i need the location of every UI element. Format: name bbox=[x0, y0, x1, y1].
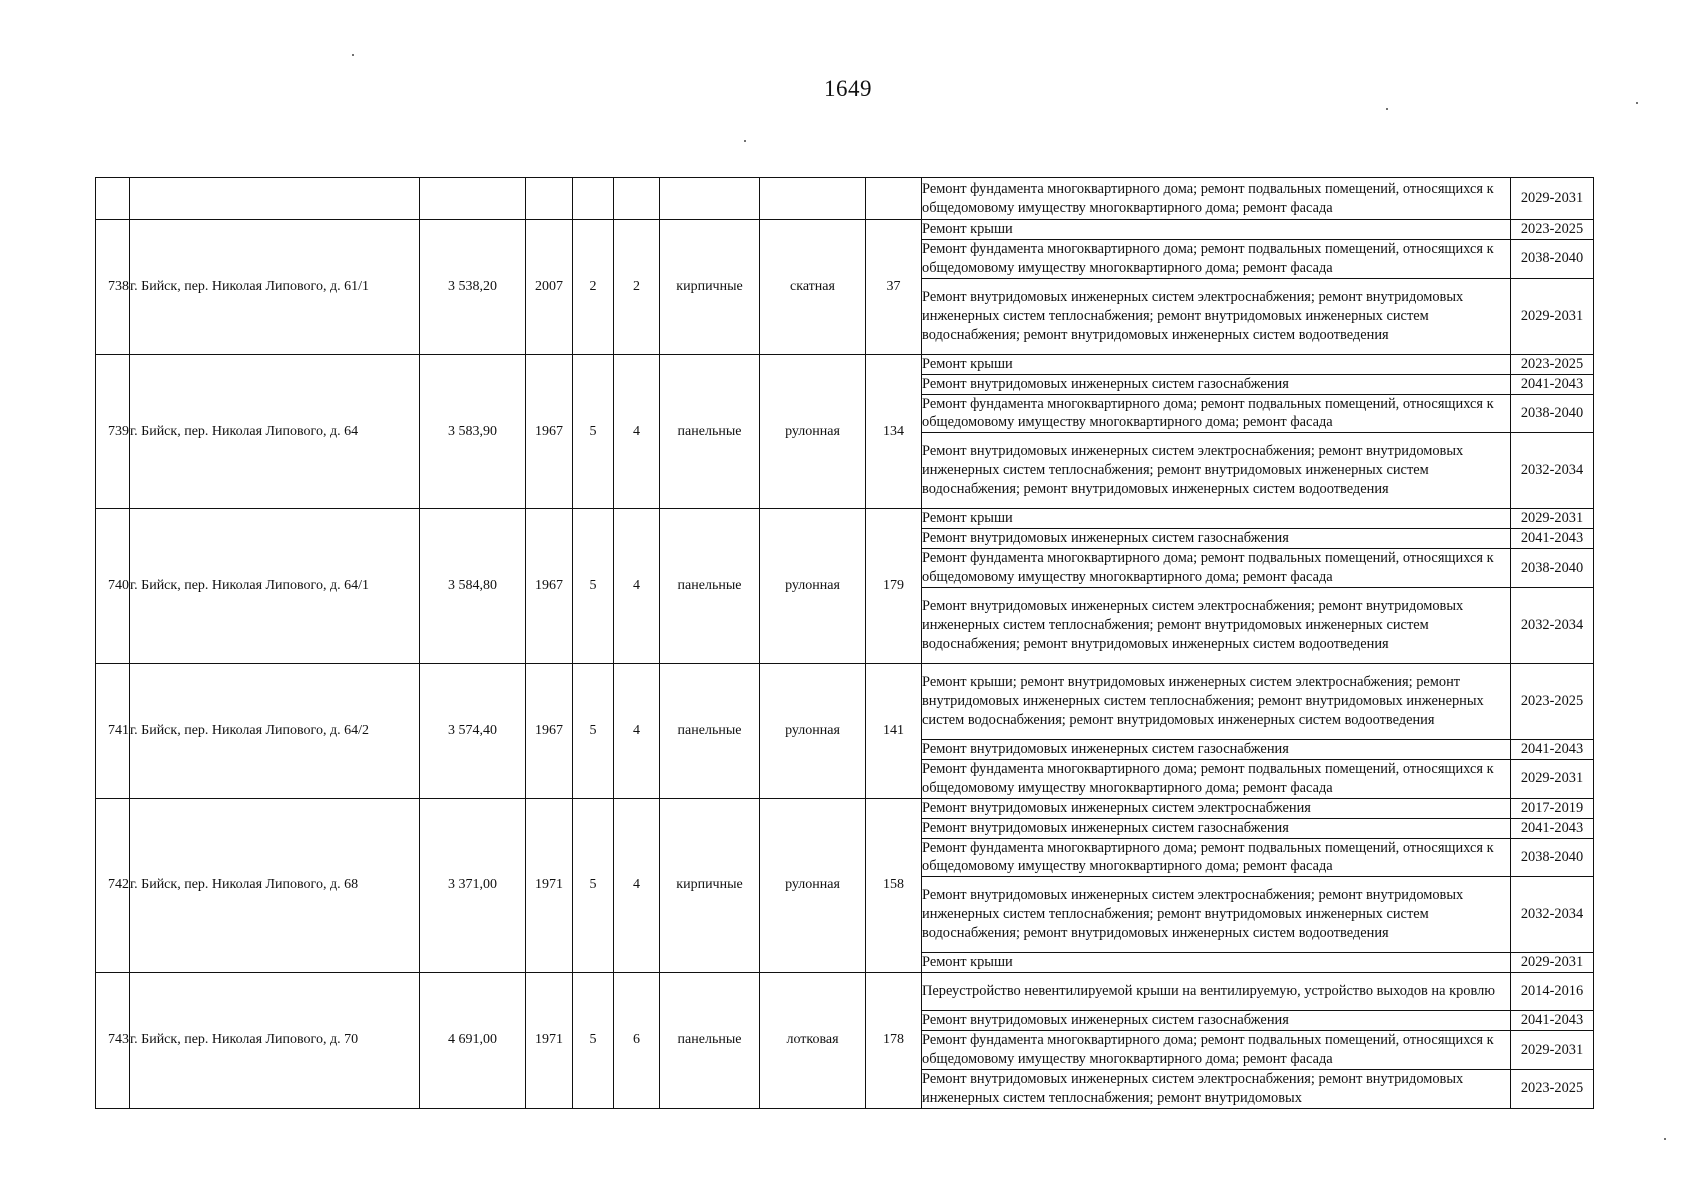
work-item bbox=[922, 818, 1593, 838]
work-description: Ремонт внутридомовых инженерных систем электроснабжения; ремонт внутридомовых инженерных систем теплоснабжения; ремонт внутридомовых инженерных систем водоснабжения; ремонт внутридомовых инженерных систем водоотведения bbox=[922, 877, 1511, 953]
roof-type: рулонная bbox=[760, 509, 866, 664]
works-cell bbox=[922, 354, 1594, 509]
empty-cell bbox=[660, 178, 760, 220]
row-number: 738 bbox=[96, 220, 130, 355]
work-period: 2041-2043 bbox=[1511, 529, 1594, 549]
commission-year: 1971 bbox=[526, 798, 573, 973]
empty-cell bbox=[614, 178, 660, 220]
table-row bbox=[96, 663, 1594, 798]
work-description: Ремонт фундамента многоквартирного дома; ремонт подвальных помещений, относящихся к общедомовому имуществу многоквартирного дома; ремонт фасада bbox=[922, 838, 1511, 877]
total-area: 3 371,00 bbox=[420, 798, 526, 973]
work-period: 2041-2043 bbox=[1511, 374, 1594, 394]
works-cell bbox=[922, 220, 1594, 355]
work-item bbox=[922, 355, 1593, 374]
work-description: Ремонт крыши bbox=[922, 510, 1013, 527]
empty-cell bbox=[96, 178, 130, 220]
row-number: 741 bbox=[96, 663, 130, 798]
empty-cell bbox=[866, 178, 922, 220]
empty-cell bbox=[420, 178, 526, 220]
row-number: 739 bbox=[96, 354, 130, 509]
floors-count: 5 bbox=[573, 509, 614, 664]
table-row bbox=[96, 220, 1594, 355]
work-description: Ремонт внутридомовых инженерных систем газоснабжения bbox=[922, 529, 1511, 549]
residents-count: 179 bbox=[866, 509, 922, 664]
row-number: 742 bbox=[96, 798, 130, 973]
commission-year: 2007 bbox=[526, 220, 573, 355]
total-area: 4 691,00 bbox=[420, 973, 526, 1109]
works-list bbox=[922, 178, 1593, 219]
address: г. Бийск, пер. Николая Липового, д. 68 bbox=[130, 798, 420, 973]
work-description: Ремонт крыши; ремонт внутридомовых инженерных систем электроснабжения; ремонт внутридомовых инженерных систем теплоснабжения; ремонт внутридомовых инженерных систем водоснабжения; ремонт внутридомовых инженерных систем водоотведения bbox=[922, 674, 1484, 728]
work-period: 2017-2019 bbox=[1511, 799, 1594, 818]
scan-speck bbox=[352, 54, 354, 56]
wall-material: панельные bbox=[660, 973, 760, 1109]
entrances-count: 6 bbox=[614, 973, 660, 1109]
work-item bbox=[922, 220, 1593, 239]
work-item bbox=[922, 549, 1593, 588]
work-period: 2038-2040 bbox=[1511, 838, 1594, 877]
roof-type: рулонная bbox=[760, 663, 866, 798]
work-item bbox=[922, 587, 1593, 663]
work-period: 2029-2031 bbox=[1511, 178, 1594, 219]
work-period: 2023-2025 bbox=[1511, 664, 1594, 740]
work-period: 2038-2040 bbox=[1511, 549, 1594, 588]
work-item bbox=[922, 394, 1593, 433]
roof-type: рулонная bbox=[760, 798, 866, 973]
work-description: Ремонт внутридомовых инженерных систем газоснабжения bbox=[922, 739, 1511, 759]
work-item bbox=[922, 278, 1593, 354]
work-period: 2041-2043 bbox=[1511, 818, 1594, 838]
work-item bbox=[922, 1069, 1593, 1107]
address: г. Бийск, пер. Николая Липового, д. 64/1 bbox=[130, 509, 420, 664]
table-row-continuation bbox=[96, 178, 1594, 220]
work-item bbox=[922, 739, 1593, 759]
work-period: 2032-2034 bbox=[1511, 587, 1594, 663]
work-item bbox=[922, 838, 1593, 877]
commission-year: 1967 bbox=[526, 663, 573, 798]
work-period: 2041-2043 bbox=[1511, 739, 1594, 759]
commission-year: 1971 bbox=[526, 973, 573, 1109]
work-description: Ремонт фундамента многоквартирного дома; ремонт подвальных помещений, относящихся к общедомовому имуществу многоквартирного дома; ремонт фасада bbox=[922, 394, 1511, 433]
work-description: Ремонт внутридомовых инженерных систем электроснабжения; ремонт внутридомовых инженерных систем теплоснабжения; ремонт внутридомовых bbox=[922, 1069, 1511, 1107]
work-item bbox=[922, 877, 1593, 953]
floors-count: 5 bbox=[573, 663, 614, 798]
register-table-body bbox=[96, 178, 1594, 1109]
works-list bbox=[922, 664, 1593, 798]
work-period: 2029-2031 bbox=[1511, 759, 1594, 797]
work-description: Ремонт фундамента многоквартирного дома; ремонт подвальных помещений, относящихся к общедомовому имуществу многоквартирного дома; ремонт фасада bbox=[922, 239, 1511, 278]
scan-speck bbox=[1636, 102, 1638, 104]
scan-speck bbox=[1664, 1138, 1666, 1140]
work-description: Ремонт крыши bbox=[922, 355, 1013, 372]
register-table-wrapper bbox=[95, 177, 1593, 1109]
work-period: 2041-2043 bbox=[1511, 1011, 1594, 1031]
floors-count: 5 bbox=[573, 354, 614, 509]
work-description: Ремонт внутридомовых инженерных систем газоснабжения bbox=[922, 374, 1511, 394]
register-table bbox=[95, 177, 1594, 1109]
residents-count: 134 bbox=[866, 354, 922, 509]
entrances-count: 4 bbox=[614, 509, 660, 664]
floors-count: 5 bbox=[573, 798, 614, 973]
work-item bbox=[922, 664, 1593, 740]
work-description: Ремонт крыши bbox=[922, 221, 1013, 237]
work-item bbox=[922, 953, 1593, 972]
total-area: 3 538,20 bbox=[420, 220, 526, 355]
work-period: 2032-2034 bbox=[1511, 877, 1594, 953]
address: г. Бийск, пер. Николая Липового, д. 64 bbox=[130, 354, 420, 509]
work-description: Переустройство невентилируемой крыши на вентилируемую, устройство выходов на кровлю bbox=[922, 983, 1496, 1000]
works-list bbox=[922, 973, 1593, 1108]
work-item bbox=[922, 374, 1593, 394]
work-period: 2023-2025 bbox=[1511, 355, 1594, 374]
works-list bbox=[922, 509, 1593, 663]
works-list bbox=[922, 220, 1593, 354]
wall-material: кирпичные bbox=[660, 220, 760, 355]
wall-material: панельные bbox=[660, 509, 760, 664]
wall-material: панельные bbox=[660, 663, 760, 798]
table-row bbox=[96, 798, 1594, 973]
scan-speck bbox=[744, 140, 746, 142]
commission-year: 1967 bbox=[526, 354, 573, 509]
page-number: 1649 bbox=[824, 76, 872, 101]
entrances-count: 2 bbox=[614, 220, 660, 355]
row-number: 743 bbox=[96, 973, 130, 1109]
total-area: 3 584,80 bbox=[420, 509, 526, 664]
work-period: 2038-2040 bbox=[1511, 239, 1594, 278]
work-period: 2029-2031 bbox=[1511, 278, 1594, 354]
work-description: Ремонт фундамента многоквартирного дома; ремонт подвальных помещений, относящихся к общедомовому имуществу многоквартирного дома; ремонт фасада bbox=[922, 1031, 1511, 1070]
row-number: 740 bbox=[96, 509, 130, 664]
work-period: 2029-2031 bbox=[1511, 1031, 1594, 1070]
address: г. Бийск, пер. Николая Липового, д. 61/1 bbox=[130, 220, 420, 355]
work-period: 2023-2025 bbox=[1511, 220, 1594, 239]
entrances-count: 4 bbox=[614, 798, 660, 973]
work-item bbox=[922, 433, 1593, 509]
entrances-count: 4 bbox=[614, 663, 660, 798]
works-list bbox=[922, 355, 1593, 509]
work-item bbox=[922, 1011, 1593, 1031]
roof-type: лотковая bbox=[760, 973, 866, 1109]
works-list bbox=[922, 799, 1593, 973]
works-cell bbox=[922, 663, 1594, 798]
floors-count: 5 bbox=[573, 973, 614, 1109]
work-item bbox=[922, 509, 1593, 528]
roof-type: рулонная bbox=[760, 354, 866, 509]
wall-material: кирпичные bbox=[660, 798, 760, 973]
address: г. Бийск, пер. Николая Липового, д. 64/2 bbox=[130, 663, 420, 798]
work-item bbox=[922, 759, 1593, 797]
work-period: 2014-2016 bbox=[1511, 973, 1594, 1011]
empty-cell bbox=[526, 178, 573, 220]
works-cell bbox=[922, 178, 1594, 220]
work-item bbox=[922, 1031, 1593, 1070]
total-area: 3 583,90 bbox=[420, 354, 526, 509]
work-description: Ремонт внутридомовых инженерных систем электроснабжения; ремонт внутридомовых инженерных систем теплоснабжения; ремонт внутридомовых инженерных систем водоснабжения; ремонт внутридомовых инженерных систем водоотведения bbox=[922, 278, 1511, 354]
scan-speck bbox=[1386, 108, 1388, 110]
works-cell bbox=[922, 509, 1594, 664]
work-description: Ремонт внутридомовых инженерных систем газоснабжения bbox=[922, 818, 1511, 838]
works-cell bbox=[922, 798, 1594, 973]
entrances-count: 4 bbox=[614, 354, 660, 509]
work-item bbox=[922, 178, 1593, 219]
commission-year: 1967 bbox=[526, 509, 573, 664]
work-description: Ремонт внутридомовых инженерных систем электроснабжения; ремонт внутридомовых инженерных систем теплоснабжения; ремонт внутридомовых инженерных систем водоснабжения; ремонт внутридомовых инженерных систем водоотведения bbox=[922, 433, 1511, 509]
wall-material: панельные bbox=[660, 354, 760, 509]
work-item bbox=[922, 799, 1593, 818]
work-description: Ремонт фундамента многоквартирного дома; ремонт подвальных помещений, относящихся к общедомовому имуществу многоквартирного дома; ремонт фасада bbox=[922, 759, 1511, 797]
roof-type: скатная bbox=[760, 220, 866, 355]
total-area: 3 574,40 bbox=[420, 663, 526, 798]
works-cell bbox=[922, 973, 1594, 1109]
residents-count: 141 bbox=[866, 663, 922, 798]
work-description: Ремонт крыши bbox=[922, 953, 1511, 972]
work-item bbox=[922, 529, 1593, 549]
work-item bbox=[922, 239, 1593, 278]
residents-count: 178 bbox=[866, 973, 922, 1109]
work-description: Ремонт внутридомовых инженерных систем электроснабжения bbox=[922, 799, 1311, 816]
residents-count: 158 bbox=[866, 798, 922, 973]
empty-cell bbox=[760, 178, 866, 220]
work-description: Ремонт внутридомовых инженерных систем газоснабжения bbox=[922, 1011, 1511, 1031]
address: г. Бийск, пер. Николая Липового, д. 70 bbox=[130, 973, 420, 1109]
table-row bbox=[96, 509, 1594, 664]
work-period: 2023-2025 bbox=[1511, 1069, 1594, 1107]
table-row bbox=[96, 973, 1594, 1109]
work-period: 2029-2031 bbox=[1511, 953, 1594, 972]
empty-cell bbox=[130, 178, 420, 220]
work-period: 2029-2031 bbox=[1511, 509, 1594, 528]
work-description: Ремонт фундамента многоквартирного дома; ремонт подвальных помещений, относящихся к общедомовому имуществу многоквартирного дома; ремонт фасада bbox=[922, 180, 1494, 216]
work-period: 2038-2040 bbox=[1511, 394, 1594, 433]
work-description: Ремонт фундамента многоквартирного дома; ремонт подвальных помещений, относящихся к общедомовому имуществу многоквартирного дома; ремонт фасада bbox=[922, 549, 1511, 588]
empty-cell bbox=[573, 178, 614, 220]
floors-count: 2 bbox=[573, 220, 614, 355]
work-item bbox=[922, 973, 1593, 1011]
work-period: 2032-2034 bbox=[1511, 433, 1594, 509]
table-row bbox=[96, 354, 1594, 509]
residents-count: 37 bbox=[866, 220, 922, 355]
work-description: Ремонт внутридомовых инженерных систем электроснабжения; ремонт внутридомовых инженерных систем теплоснабжения; ремонт внутридомовых инженерных систем водоснабжения; ремонт внутридомовых инженерных систем водоотведения bbox=[922, 587, 1511, 663]
